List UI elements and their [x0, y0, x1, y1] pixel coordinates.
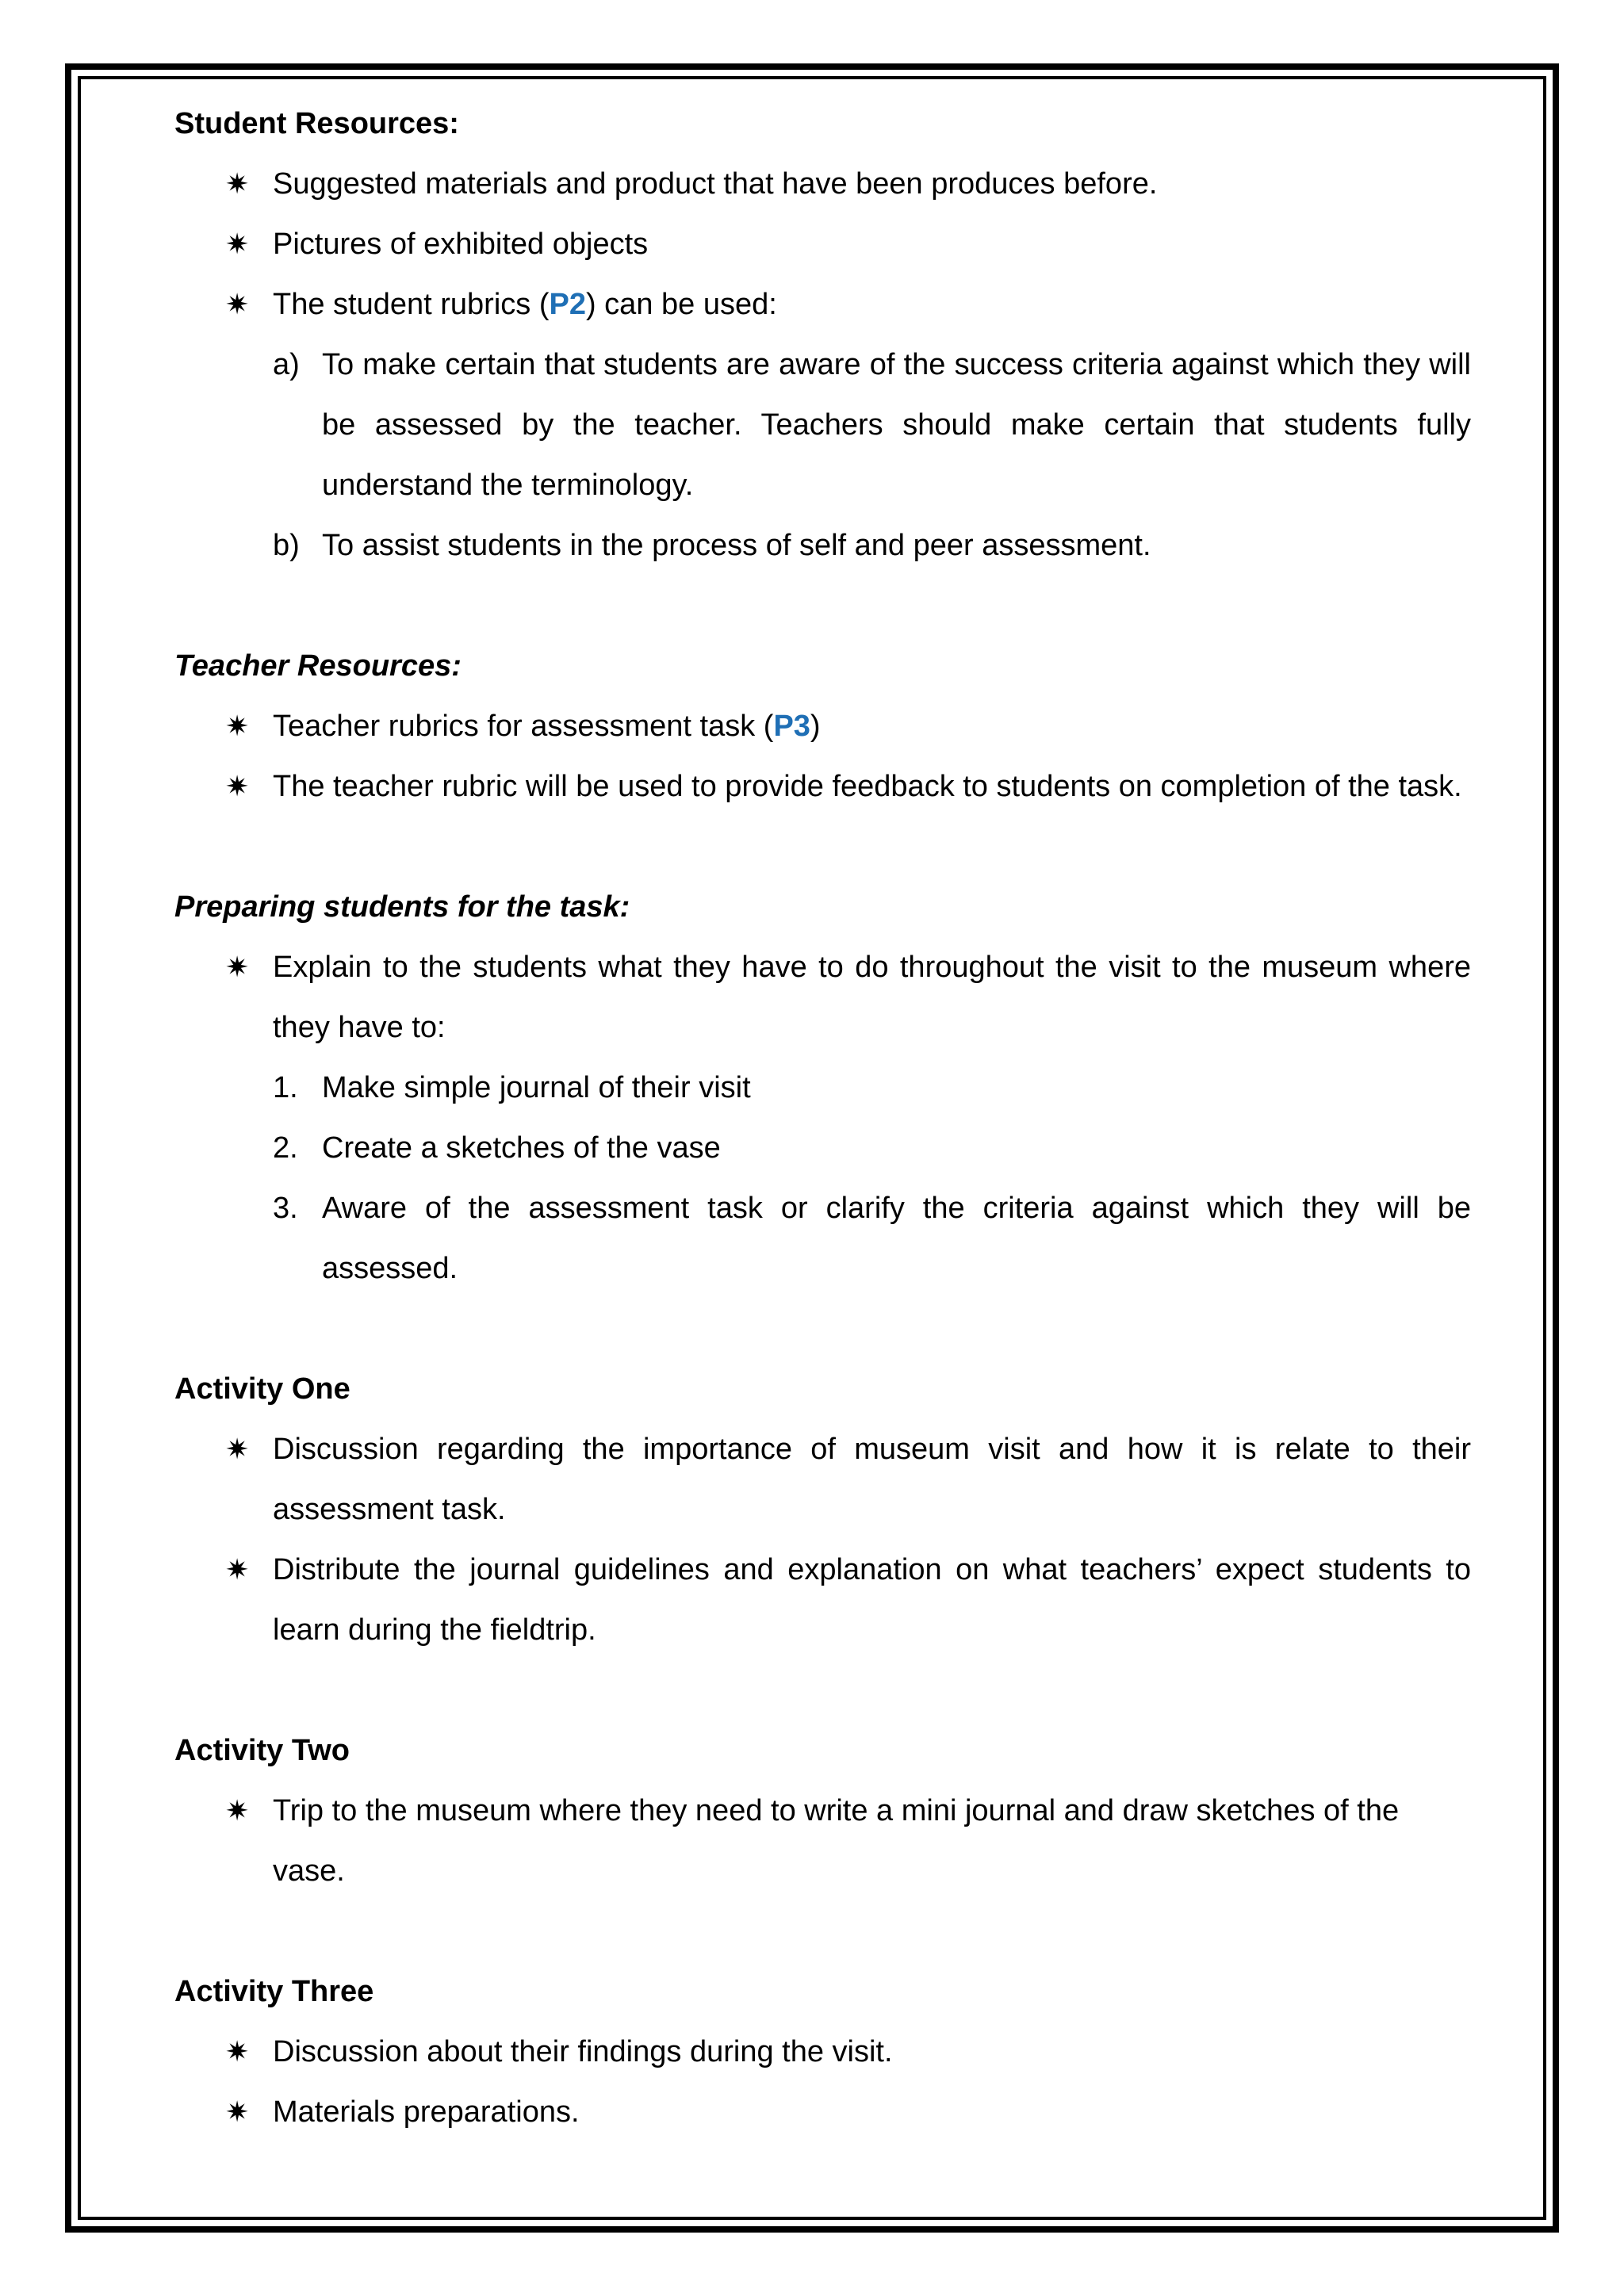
numbered-list-marker: 2.: [273, 1131, 298, 1165]
preparing-students-heading: Preparing students for the task:: [174, 890, 630, 924]
sub-list-marker: b): [273, 529, 300, 562]
bullet-text: The student rubrics (: [273, 288, 550, 321]
bullet-text: Discussion regarding the importance of museum visit and how it is relate to their assessment task.: [273, 1433, 1471, 1526]
list-item: [174, 1781, 1471, 1901]
sub-list-item: [174, 335, 1471, 515]
list-item: [174, 756, 1471, 817]
rubric-reference-p3: P3: [773, 710, 810, 743]
star-bullet-icon: ✷: [225, 1433, 250, 1465]
sub-list-text: To make certain that students are aware of the success criteria against which they will be assessed by the teacher. Teachers should make certain that students fully understand the terminology.: [322, 348, 1471, 502]
list-item: [174, 937, 1471, 1058]
spacer: [174, 576, 1471, 636]
bullet-text: Explain to the students what they have to do throughout the visit to the museum where they have to:: [273, 951, 1471, 1044]
list-item: [174, 274, 1471, 335]
rubric-reference-p2: P2: [549, 288, 586, 321]
star-bullet-icon: ✷: [225, 1794, 250, 1827]
bullet-text: Teacher rubrics for assessment task (: [273, 710, 774, 743]
list-item: [174, 1540, 1471, 1660]
numbered-list-item: [174, 1058, 1471, 1118]
numbered-list-item: [174, 1118, 1471, 1178]
sub-list-item: [174, 515, 1471, 576]
spacer: [174, 817, 1471, 877]
star-bullet-icon: ✷: [225, 167, 250, 200]
activity-three-heading: Activity Three: [174, 1975, 374, 2008]
list-item: [174, 2022, 1471, 2082]
bullet-text: Pictures of exhibited objects: [273, 228, 649, 261]
bullet-text: Discussion about their findings during the visit.: [273, 2035, 893, 2068]
list-item: [174, 154, 1471, 214]
activity-two-heading: Activity Two: [174, 1734, 350, 1767]
star-bullet-icon: ✷: [225, 288, 250, 320]
bullet-text: Trip to the museum where they need to write a mini journal and draw sketches of the vase.: [273, 1794, 1400, 1888]
star-bullet-icon: ✷: [225, 770, 250, 802]
sub-list-marker: a): [273, 348, 300, 381]
activity-one-heading: Activity One: [174, 1372, 350, 1406]
star-bullet-icon: ✷: [225, 2095, 250, 2128]
star-bullet-icon: ✷: [225, 951, 250, 983]
numbered-list-text: Aware of the assessment task or clarify the criteria against which they will be assessed.: [322, 1192, 1471, 1285]
list-item: [174, 214, 1471, 274]
numbered-list-text: Create a sketches of the vase: [322, 1131, 721, 1165]
document-content: [174, 94, 1471, 2142]
star-bullet-icon: ✷: [225, 228, 250, 260]
star-bullet-icon: ✷: [225, 2035, 250, 2068]
sub-list-text: To assist students in the process of self and peer assessment.: [322, 529, 1151, 562]
spacer: [174, 1299, 1471, 1359]
teacher-resources-heading: Teacher Resources:: [174, 649, 462, 683]
bullet-text: The teacher rubric will be used to provide feedback to students on completion of the task.: [273, 770, 1462, 803]
numbered-list-item: [174, 1178, 1471, 1299]
spacer: [174, 1901, 1471, 1961]
spacer: [174, 1660, 1471, 1720]
list-item: [174, 2082, 1471, 2142]
numbered-list-marker: 3.: [273, 1192, 298, 1225]
bullet-text: ): [810, 710, 821, 743]
star-bullet-icon: ✷: [225, 1553, 250, 1586]
bullet-text: Suggested materials and product that have been produces before.: [273, 167, 1158, 201]
bullet-text: ) can be used:: [585, 288, 777, 321]
bullet-text: Materials preparations.: [273, 2095, 580, 2129]
bullet-text: Distribute the journal guidelines and explanation on what teachers’ expect students to learn during the fieldtrip.: [273, 1553, 1471, 1647]
numbered-list-text: Make simple journal of their visit: [322, 1071, 751, 1104]
star-bullet-icon: ✷: [225, 710, 250, 742]
list-item: [174, 696, 1471, 756]
student-resources-heading: Student Resources:: [174, 107, 459, 140]
numbered-list-marker: 1.: [273, 1071, 298, 1104]
list-item: [174, 1419, 1471, 1540]
